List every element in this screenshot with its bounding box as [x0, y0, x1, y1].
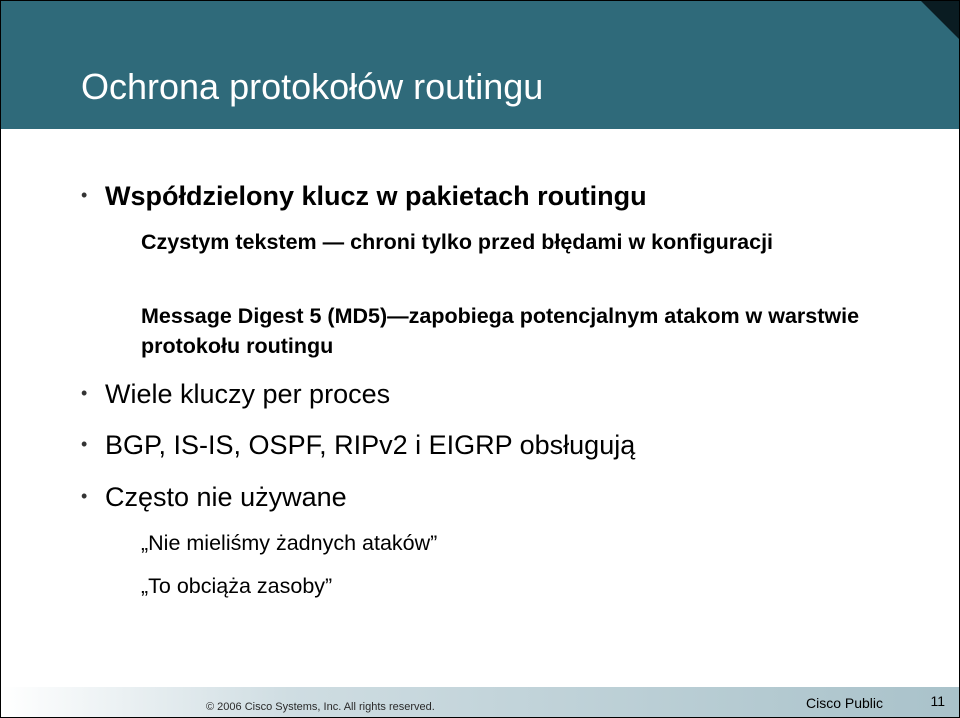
bullet-dot: •	[81, 185, 88, 205]
corner-accent	[921, 1, 959, 39]
bullet-protocols	[81, 428, 635, 461]
subitem-md5: Message Digest 5 (MD5)—zapobiega potencjalnym atakom w warstwie protokołu routingu	[141, 304, 860, 358]
bullet-multiple-keys	[81, 377, 390, 410]
title-bar	[1, 1, 959, 129]
bullet-dot: •	[81, 434, 88, 454]
bullet-text: Często nie używane	[105, 482, 347, 512]
bullet-dot: •	[81, 383, 88, 403]
slide-title: Ochrona protokołów routingu	[81, 66, 544, 107]
bullet-shared-key	[81, 179, 647, 212]
page-number: 11	[930, 693, 945, 709]
subitem-no-attacks: „Nie mieliśmy żadnych ataków”	[141, 531, 438, 555]
bullet-text: Wiele kluczy per proces	[105, 379, 391, 409]
bullet-dot: •	[81, 486, 88, 506]
subitem-resources: „To obciąża zasoby”	[141, 574, 333, 598]
bullet-text: BGP, IS-IS, OSPF, RIPv2 i EIGRP obsługują	[105, 430, 636, 460]
classification-label: Cisco Public	[806, 695, 884, 711]
footer-bar	[1, 687, 959, 717]
subitem-plaintext: Czystym tekstem — chroni tylko przed błędami w konfiguracji	[141, 230, 774, 254]
bullet-text: Współdzielony klucz w pakietach routingu	[105, 181, 647, 211]
copyright-text: © 2006 Cisco Systems, Inc. All rights reserved.	[206, 701, 435, 713]
bullet-rarely-used	[81, 480, 347, 513]
